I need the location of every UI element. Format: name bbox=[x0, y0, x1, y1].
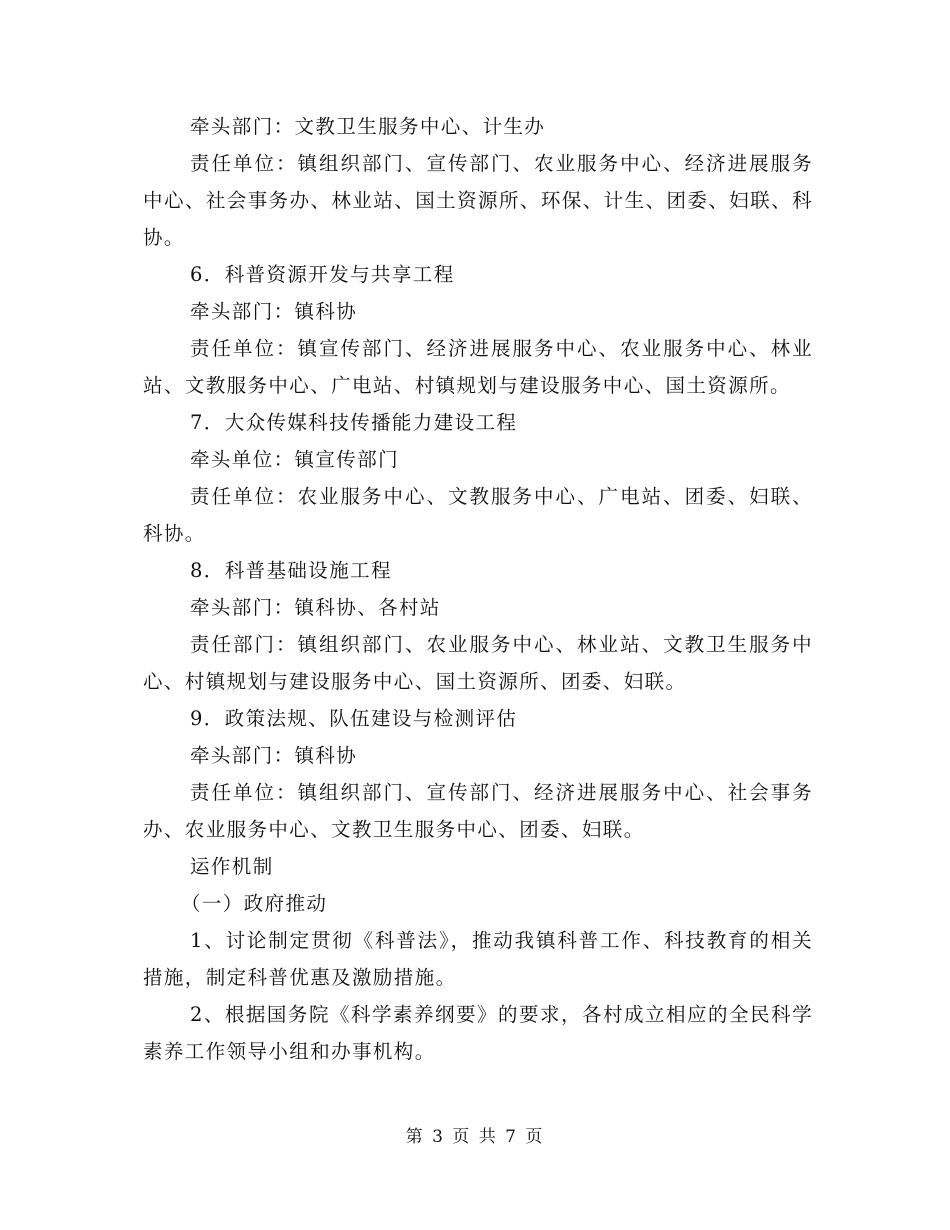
paragraph-responsible-8: 责任部门：镇组织部门、农业服务中心、林业站、文教卫生服务中心、村镇规划与建设服务中心、国土资源所、团委、妇联。 bbox=[143, 633, 813, 693]
paragraph-lead-dept-9: 牵头部门：镇科协 bbox=[190, 744, 358, 767]
page-body bbox=[143, 108, 813, 1070]
paragraph-lead-dept-1: 牵头部门：文教卫生服务中心、计生办 bbox=[190, 115, 546, 138]
page-number-footer: 第 3 页 共 7 页 bbox=[405, 1127, 545, 1147]
paragraph-responsible-6: 责任单位：镇宣传部门、经济进展服务中心、农业服务中心、林业站、文教服务中心、广电站、村镇规划与建设服务中心、国土资源所。 bbox=[143, 337, 813, 397]
paragraph-lead-dept-8: 牵头部门：镇科协、各村站 bbox=[190, 596, 441, 619]
heading-item-6: 6．科普资源开发与共享工程 bbox=[190, 263, 455, 286]
heading-item-9: 9．政策法规、队伍建设与检测评估 bbox=[190, 707, 518, 730]
subsection-heading-government: （一）政府推动 bbox=[181, 892, 328, 915]
paragraph-responsible-9: 责任单位：镇组织部门、宣传部门、经济进展服务中心、社会事务办、农业服务中心、文教卫生服务中心、团委、妇联。 bbox=[143, 781, 813, 841]
section-heading-mechanism: 运作机制 bbox=[190, 855, 274, 878]
paragraph-responsible-1: 责任单位：镇组织部门、宣传部门、农业服务中心、经济进展服务中心、社会事务办、林业站、国土资源所、环保、计生、团委、妇联、科协。 bbox=[143, 152, 813, 249]
paragraph-lead-unit-7: 牵头单位：镇宣传部门 bbox=[190, 448, 400, 471]
paragraph-responsible-7: 责任单位：农业服务中心、文教服务中心、广电站、团委、妇联、科协。 bbox=[143, 485, 813, 545]
heading-item-7: 7．大众传媒科技传播能力建设工程 bbox=[190, 411, 518, 434]
paragraph-mechanism-1: 1、讨论制定贯彻《科普法》，推动我镇科普工作、科技教育的相关措施，制定科普优惠及激励措施。 bbox=[143, 929, 813, 989]
heading-item-8: 8．科普基础设施工程 bbox=[190, 559, 392, 582]
paragraph-lead-dept-6: 牵头部门：镇科协 bbox=[190, 300, 358, 323]
paragraph-mechanism-2: 2、根据国务院《科学素养纲要》的要求，各村成立相应的全民科学素养工作领导小组和办事机构。 bbox=[143, 1003, 813, 1063]
